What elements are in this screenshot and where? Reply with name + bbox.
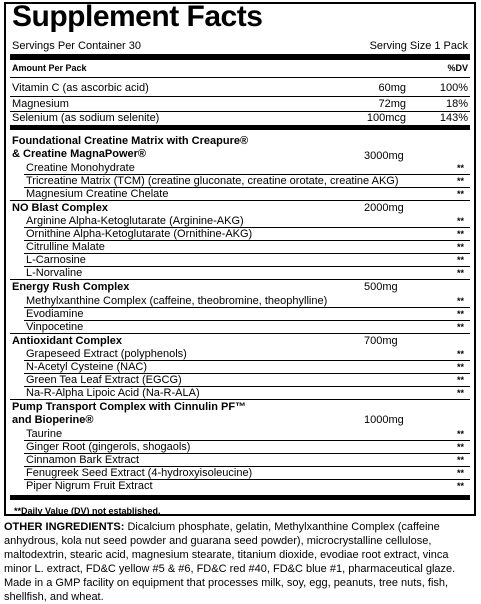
vitamin-name: Vitamin C (as ascorbic acid): [12, 82, 149, 94]
ingredient-row: [26, 348, 464, 360]
serving-size: Serving Size 1 Pack: [369, 40, 468, 52]
divider-thick: [10, 125, 470, 130]
ingredient-row: [26, 428, 464, 440]
footnote: **Daily Value (DV) not established.: [14, 506, 161, 516]
divider-thick: [10, 495, 470, 500]
header-row: [12, 62, 468, 75]
ingredient-name: L-Norvaline: [26, 267, 83, 279]
group-title: Foundational Creatine Matrix with Creapure®: [12, 135, 249, 147]
ingredient-name: Taurine: [26, 428, 63, 440]
ingredient-row: [26, 241, 464, 253]
other-ingredients: [4, 520, 476, 604]
ingredient-name: Ginger Root (gingerols, shogaols): [26, 441, 191, 453]
divider: [10, 333, 470, 334]
dv-label: %DV: [447, 63, 468, 73]
dv-not-established-mark: **: [456, 349, 464, 359]
vitamin-row: [12, 112, 468, 125]
dv-not-established-mark: **: [456, 481, 464, 491]
group-amount: 1000mg: [364, 414, 404, 426]
ingredient-row: [26, 441, 464, 453]
ingredient-name: Arginine Alpha-Ketoglutarate (Arginine-AKG): [26, 215, 244, 227]
dv-not-established-mark: **: [456, 455, 464, 465]
dv-not-established-mark: **: [456, 442, 464, 452]
ingredient-row: [26, 175, 464, 187]
ingredient-name: Cinnamon Bark Extract: [26, 454, 140, 466]
group-title-line2: & Creatine MagnaPower®: [12, 148, 147, 160]
group-title: Pump Transport Complex with Cinnulin PF™: [12, 401, 247, 413]
divider: [10, 96, 470, 97]
ingredient-name: Evodiamine: [26, 308, 84, 320]
group-title: Antioxidant Complex: [12, 335, 123, 347]
group-amount: 700mg: [364, 335, 398, 347]
dv-not-established-mark: **: [456, 388, 464, 398]
ingredient-row: [26, 215, 464, 227]
ingredient-name: Ornithine Alpha-Ketoglutarate (Ornithine-AKG): [26, 228, 253, 240]
dv-not-established-mark: **: [456, 176, 464, 186]
ingredient-name: Magnesium Creatine Chelate: [26, 188, 169, 200]
ingredient-name: Creatine Monohydrate: [26, 162, 135, 174]
dv-not-established-mark: **: [456, 268, 464, 278]
ingredient-name: Piper Nigrum Fruit Extract: [26, 480, 153, 492]
ingredient-row: [26, 454, 464, 466]
ingredient-row: [26, 480, 464, 492]
supplement-facts-panel: [4, 2, 476, 516]
amount-per-pack-label: Amount Per Pack: [12, 63, 87, 73]
other-ingredients-label: OTHER INGREDIENTS:: [4, 521, 125, 533]
divider: [10, 399, 470, 400]
dv-not-established-mark: **: [456, 375, 464, 385]
vitamin-row: [12, 82, 468, 95]
ingredient-row: [26, 188, 464, 200]
servings-per-container: Servings Per Container 30: [12, 40, 142, 52]
ingredient-name: L-Carnosine: [26, 254, 86, 266]
vitamin-dv: 143%: [439, 112, 468, 124]
group-title: Energy Rush Complex: [12, 281, 130, 293]
ingredient-name: Vinpocetine: [26, 321, 84, 333]
ingredient-row: [26, 228, 464, 240]
ingredient-name: Fenugreek Seed Extract (4-hydroxyisoleucine): [26, 467, 253, 479]
group-title: NO Blast Complex: [12, 202, 108, 214]
ingredient-row: [26, 321, 464, 333]
dv-not-established-mark: **: [456, 296, 464, 306]
divider: [10, 200, 470, 201]
ingredient-row: [26, 162, 464, 174]
ingredient-row: [26, 361, 464, 373]
vitamin-row: [12, 98, 468, 111]
ingredient-row: [26, 308, 464, 320]
dv-not-established-mark: **: [456, 229, 464, 239]
ingredient-name: Citrulline Malate: [26, 241, 105, 253]
dv-not-established-mark: **: [456, 216, 464, 226]
vitamin-dv: 100%: [439, 82, 468, 94]
dv-not-established-mark: **: [456, 309, 464, 319]
ingredient-row: [26, 374, 464, 386]
vitamin-name: Magnesium: [12, 98, 69, 110]
vitamin-dv: 18%: [445, 98, 468, 110]
ingredient-row: [26, 295, 464, 307]
ingredient-row: [26, 467, 464, 479]
ingredient-name: Grapeseed Extract (polyphenols): [26, 348, 187, 360]
divider: [10, 77, 470, 78]
group-amount: 3000mg: [364, 150, 404, 162]
dv-not-established-mark: **: [456, 468, 464, 478]
dv-not-established-mark: **: [456, 242, 464, 252]
dv-not-established-mark: **: [456, 429, 464, 439]
ingredient-row: [26, 387, 464, 399]
divider-thick: [10, 54, 470, 60]
ingredient-name: Methylxanthine Complex (caffeine, theobromine, theophylline): [26, 295, 328, 307]
divider: [10, 279, 470, 280]
group-amount: 2000mg: [364, 202, 404, 214]
dv-not-established-mark: **: [456, 322, 464, 332]
vitamin-name: Selenium (as sodium selenite): [12, 112, 160, 124]
panel-title: Supplement Facts: [12, 0, 263, 33]
dv-not-established-mark: **: [456, 163, 464, 173]
group-title-line2: and Bioperine®: [12, 414, 94, 426]
vitamin-amount: 100mcg: [366, 112, 406, 124]
ingredient-row: [26, 254, 464, 266]
dv-not-established-mark: **: [456, 189, 464, 199]
group-amount: 500mg: [364, 281, 398, 293]
ingredient-name: Tricreatine Matrix (TCM) (creatine gluconate, creatine orotate, creatine AKG): [26, 175, 399, 187]
dv-not-established-mark: **: [456, 255, 464, 265]
ingredient-name: N-Acetyl Cysteine (NAC): [26, 361, 148, 373]
vitamin-amount: 72mg: [378, 98, 406, 110]
ingredient-name: Na-R-Alpha Lipoic Acid (Na-R-ALA): [26, 387, 200, 399]
vitamin-amount: 60mg: [378, 82, 406, 94]
other-ingredients-text: Dicalcium phosphate, gelatin, Methylxanthine Complex (caffeine anhydrous, kola nut seed powder and guarana seed powder), microcrystalline cellulose, maltodextrin, stearic acid, magnesium stearate, titanium dioxide, evodiae root extract, vinca minor L. extract, FD&C yellow #5 & #6, FD&C red #40, FD&C blue #1, pharmaceutical glaze. Made in a GMP facility on equipment that processes milk, soy, egg, peanuts, tree nuts, fish, shellfish, and wheat.: [4, 521, 456, 603]
dv-not-established-mark: **: [456, 362, 464, 372]
ingredient-row: [26, 267, 464, 279]
ingredient-name: Green Tea Leaf Extract (EGCG): [26, 374, 182, 386]
